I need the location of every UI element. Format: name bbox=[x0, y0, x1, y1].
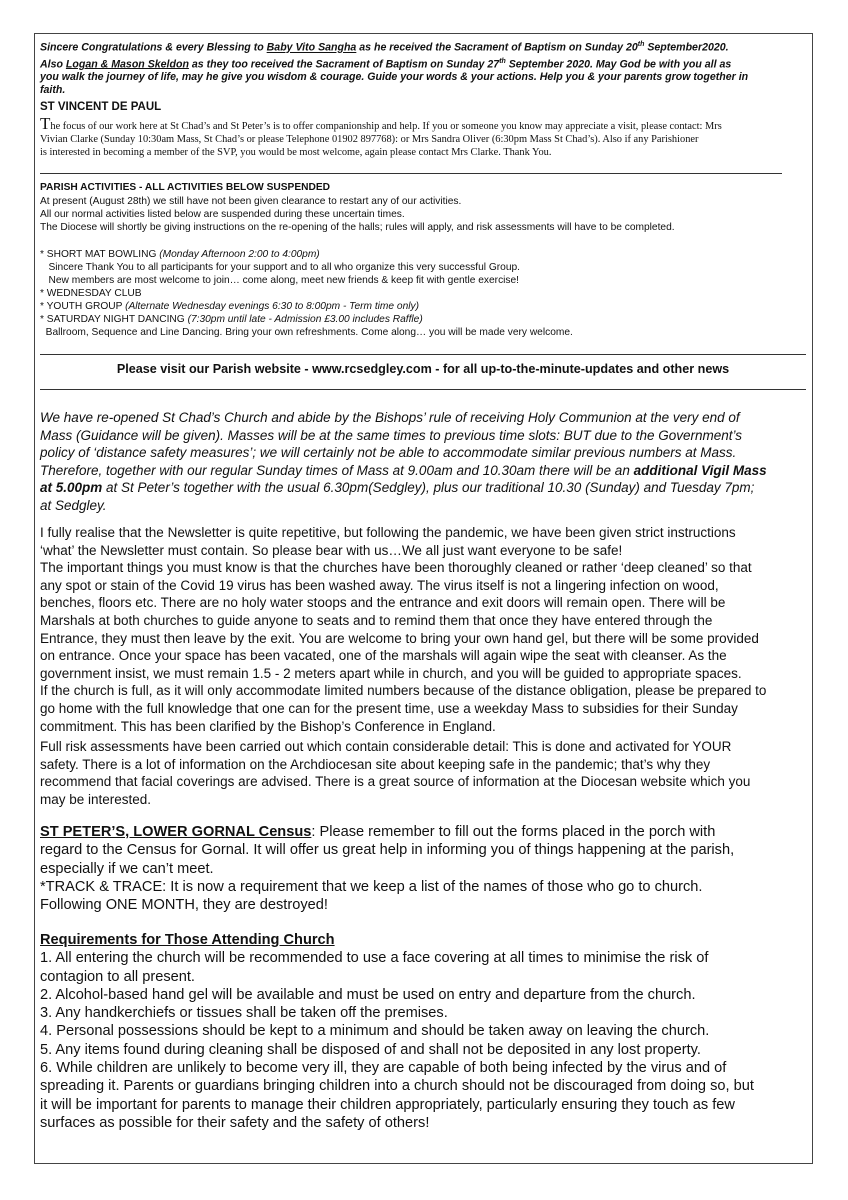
requirements-section: Requirements for Those Attending Church 1. All entering the church will be recommended to use a face covering at all times to minimise the risk of contagion to all present. 2. Alcohol-based hand gel will be available and must be used on entry and departure from the church. 3. Any handkerchiefs or tissues shall be taken off the premises. 4. Personal possessions should be kept to a minimum and should be taken away on leaving the church. 5. Any items found during cleaning shall be disposed of and shall not be deposited in any lost property. 6. While children are unlikely to become very ill, they are capable of both being infected by the virus and of spreading it. Parents or guardians bringing children into a church should not be discouraged from doing so, but it will be important for parents to manage their children appropriately, particularly ensuring they touch as few surfaces as possible for their safety and the safety of others! bbox=[40, 931, 810, 1132]
census-notice: ST PETER’S, LOWER GORNAL Census: Please remember to fill out the forms placed in the porch with regard to the Census for Gornal. It will offer us great help in informing you of things happening at the parish, especially if we can’t meet. *TRACK & TRACE: It is now a requirement that we keep a list of the names of those who go to church. Following ONE MONTH, they are destroyed! bbox=[40, 824, 735, 914]
list-item: 3. Any handkerchiefs or tissues shall be taken off the premises. bbox=[40, 1005, 448, 1022]
list-item: * WEDNESDAY CLUB bbox=[40, 288, 142, 299]
list-item: 6. While children are unlikely to become very ill, they are capable of both being infected by the virus and of bbox=[40, 1060, 727, 1077]
divider bbox=[40, 354, 806, 355]
list-item: 4. Personal possessions should be kept to a minimum and should be taken away on leaving the church. bbox=[40, 1023, 710, 1040]
reopening-notice: We have re-opened St Chad’s Church and abide by the Bishops’ rule of receiving Holy Communion at the very end of Mass (Guidance will be given). Masses will be at the same times to previous time slots: BUT due to the Government’s policy of ‘distance safety measures’; we will certainly not be able to accommodate similar previous numbers at Mass. Therefore, together with our regular Sunday times of Mass at 9.00am and 10.30am there will be an additional Vigil Mass at 5.00pm at St Peter’s together with the usual 6.30pm(Sedgley), plus our traditional 10.30 (Sunday) and Tuesday 7pm; at Sedgley. bbox=[40, 410, 767, 513]
drop-cap: T bbox=[40, 114, 51, 133]
list-item: 1. All entering the church will be recommended to use a face covering at all times to minimise the risk of bbox=[40, 950, 709, 967]
divider bbox=[40, 173, 782, 174]
safety-information: I fully realise that the Newsletter is quite repetitive, but following the pandemic, we have been given strict instructions ‘what’ the Newsletter must contain. So please bear with us…We all just want everyone to be safe! The important things you must know is that the churches have been thoroughly cleaned or rather ‘deep cleaned’ so that any spot or stain of the Covid 19 virus has been washed away. The virus itself is not a lingering infection on wood, benches, floors etc. There are no holy water stoops and the entrance and exit doors will remain open. There will be Marshals at both churches to guide anyone to seats and to remind them that once they have entered through the Entrance, they must then leave by the exit. You are welcome to bring your own hand gel, but there will be some provided on entrance. Once your space has been vacated, one of the marshals will again wipe the seat with cleanser. As the government insist, we must remain 1.5 - 2 meters apart while in church, and you will be guided to appropriate spaces. If the church is full, as it will only accommodate limited numbers because of the distance obligation, please be prepared to go home with the full knowledge that one can for the present time, use a weekday Mass to subsidies for their Sunday commitment. This has been clarified by the Bishop’s Conference in England. bbox=[40, 525, 767, 734]
svp-heading: ST VINCENT DE PAUL bbox=[40, 101, 162, 113]
list-item: 5. Any items found during cleaning shall be disposed of and shall not be deposited in any lost property. bbox=[40, 1041, 701, 1058]
parish-activities-list: * SHORT MAT BOWLING (Monday Afternoon 2:00 to 4:00pm) Sincere Thank You to all participants for your support and to all who organize this very successful Group. New members are most welcome to join… come along, meet new friends & keep fit with gentle exercise! * WEDNESDAY CLUB * YOUTH GROUP (Alternate Wednesday evenings 6:30 to 8:00pm - Term time only) * SATURDAY NIGHT DANCING (7:30pm until late - Admission £3.00 includes Raffle) Ballroom, Sequence and Line Dancing. Bring your own refreshments. Come along… you will be made very welcome. bbox=[40, 248, 810, 339]
parish-website-banner: Please visit our Parish website - www.rcsedgley.com - for all up-to-the-minute-updates and other news bbox=[116, 362, 730, 376]
parish-activities-intro: At present (August 28th) we still have not been given clearance to restart any of our activities. All our normal activities listed below are suspended during these uncertain times. The Diocese will shortly be giving instructions on the re-opening of the halls; rules will apply, and risk assessments will have to be completed. bbox=[40, 196, 675, 233]
list-item: * YOUTH GROUP (Alternate Wednesday evenings 6:30 to 8:00pm - Term time only) bbox=[40, 301, 419, 312]
list-item: * SHORT MAT BOWLING (Monday Afternoon 2:00 to 4:00pm) bbox=[40, 249, 320, 260]
requirements-heading: Requirements for Those Attending Church bbox=[40, 932, 335, 948]
list-item: * SATURDAY NIGHT DANCING (7:30pm until late - Admission £3.00 includes Raffle) bbox=[40, 314, 423, 325]
congratulations-notice: Sincere Congratulations & every Blessing to Baby Vito Sangha as he received the Sacrament of Baptism on Sunday 20th September2020. Also Logan & Mason Skeldon as they too received the Sacrament of Baptism on Sunday 27th September 2020. May God be with you all as you walk the journey of life, may he give you wisdom & courage. Guide your words & your actions. Help you & your parents grow together in faith. bbox=[40, 41, 749, 97]
risk-assessment-note: Full risk assessments have been carried out which contain considerable detail: This is done and activated for YOUR safety. There is a lot of information on the Archdiocesan site about keeping safe in the pandemic; that’s why they recommend that facial coverings are advised. There is a great source of information at the Diocesan website which you may be interested. bbox=[40, 739, 751, 807]
svp-body: The focus of our work here at St Chad’s and St Peter’s is to offer companionship and help. If you or someone you know may appreciate a visit, please contact: Mrs Vivian Clarke (Sunday 10:30am Mass, St Chad’s or please Telephone 01902 897768): or Mrs Sandra Oliver (6:30pm Mass St Chad’s). Also if any Parishioner is interested in becoming a member of the SVP, you would be most welcome, again please contact Mrs Clarke. Thank You. bbox=[40, 114, 722, 158]
divider bbox=[40, 389, 806, 390]
parish-activities-heading: PARISH ACTIVITIES - ALL ACTIVITIES BELOW SUSPENDED bbox=[40, 182, 330, 193]
census-heading: ST PETER’S, LOWER GORNAL Census bbox=[40, 824, 312, 840]
list-item: 2. Alcohol-based hand gel will be available and must be used on entry and departure from the church. bbox=[40, 986, 696, 1003]
twins-names: Logan & Mason Skeldon bbox=[65, 58, 189, 71]
baby-name: Baby Vito Sangha bbox=[266, 41, 357, 54]
